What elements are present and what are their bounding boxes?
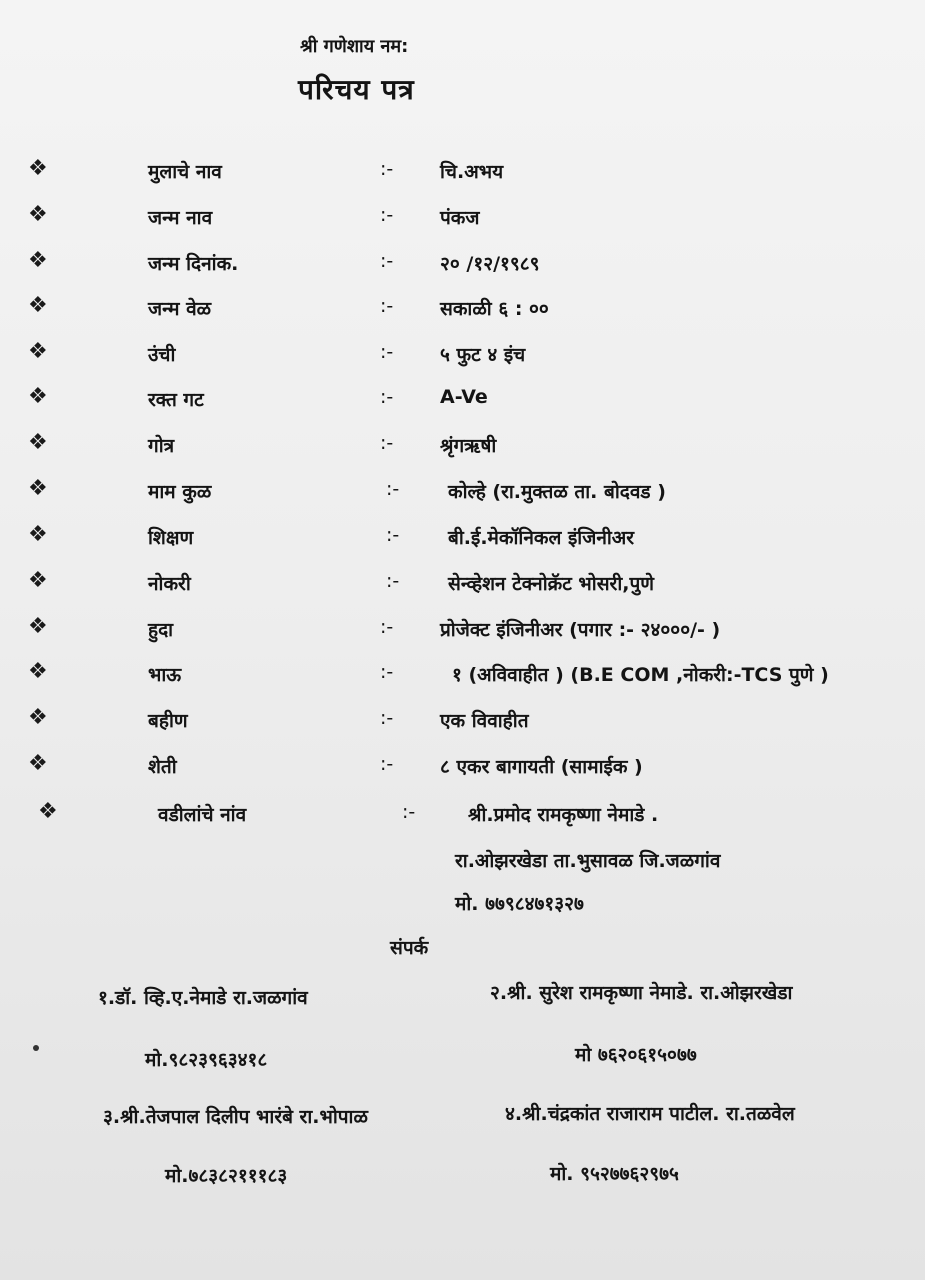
diamond-bullet-icon: ❖ bbox=[28, 705, 48, 730]
detail-separator: :- bbox=[380, 204, 394, 226]
contact-4-phone: मो. ९५२७७६२९७५ bbox=[550, 1163, 679, 1185]
detail-separator: :- bbox=[386, 478, 400, 500]
paper-speck bbox=[33, 1045, 39, 1051]
detail-separator: :- bbox=[380, 158, 394, 180]
diamond-bullet-icon: ❖ bbox=[28, 202, 48, 227]
detail-separator: :- bbox=[380, 707, 394, 729]
detail-row bbox=[0, 478, 925, 508]
detail-label: बहीण bbox=[148, 710, 188, 732]
detail-row bbox=[0, 616, 925, 646]
father-address: रा.ओझरखेडा ता.भुसावळ जि.जळगांव bbox=[455, 850, 721, 872]
diamond-bullet-icon: ❖ bbox=[28, 293, 48, 318]
detail-row bbox=[0, 707, 925, 737]
detail-value: चि.अभय bbox=[440, 161, 504, 183]
detail-label: माम कुळ bbox=[148, 481, 212, 503]
detail-label: हुदा bbox=[148, 619, 174, 641]
detail-row bbox=[0, 753, 925, 783]
detail-value: श्रृंगऋषी bbox=[440, 435, 497, 457]
page-title: परिचय पत्र bbox=[298, 73, 415, 106]
detail-label: वडीलांचे नांव bbox=[158, 804, 247, 826]
detail-separator: :- bbox=[380, 432, 394, 454]
contact-3-name: ३.श्री.तेजपाल दिलीप भारंबे रा.भोपाळ bbox=[103, 1106, 368, 1128]
detail-row bbox=[0, 524, 925, 554]
diamond-bullet-icon: ❖ bbox=[38, 799, 58, 824]
detail-value: एक विवाहीत bbox=[440, 710, 529, 732]
detail-value: ८ एकर बागायती (सामाईक ) bbox=[440, 756, 643, 778]
diamond-bullet-icon: ❖ bbox=[28, 614, 48, 639]
detail-row bbox=[0, 204, 925, 234]
detail-label: मुलाचे नाव bbox=[148, 161, 222, 183]
detail-row bbox=[0, 801, 925, 831]
detail-row bbox=[0, 158, 925, 188]
diamond-bullet-icon: ❖ bbox=[28, 751, 48, 776]
detail-separator: :- bbox=[386, 524, 400, 546]
blessing-line: श्री गणेशाय नम: bbox=[300, 36, 409, 57]
detail-label: जन्म दिनांक. bbox=[148, 253, 239, 275]
detail-separator: :- bbox=[380, 753, 394, 775]
detail-row bbox=[0, 295, 925, 325]
detail-value: ५ फुट ४ इंच bbox=[440, 344, 526, 366]
detail-label: जन्म नाव bbox=[148, 207, 213, 229]
detail-row bbox=[0, 386, 925, 416]
detail-label: जन्म वेळ bbox=[148, 298, 212, 320]
detail-separator: :- bbox=[380, 341, 394, 363]
detail-value: १ (अविवाहीत ) (B.E COM ,नोकरी:-TCS पुणे ) bbox=[452, 664, 829, 686]
detail-separator: :- bbox=[380, 250, 394, 272]
detail-label: रक्त गट bbox=[148, 389, 204, 411]
father-phone: मो. ७७९८४७१३२७ bbox=[455, 893, 584, 915]
detail-label: उंची bbox=[148, 344, 176, 366]
detail-separator: :- bbox=[380, 661, 394, 683]
detail-row bbox=[0, 341, 925, 371]
detail-value: सेन्व्हेशन टेक्नोक्रॅट भोसरी,पुणे bbox=[448, 573, 654, 595]
detail-label: नोकरी bbox=[148, 573, 191, 595]
detail-row bbox=[0, 432, 925, 462]
contact-1-phone: मो.९८२३९६३४१८ bbox=[145, 1049, 268, 1071]
detail-separator: :- bbox=[380, 295, 394, 317]
detail-row bbox=[0, 570, 925, 600]
detail-separator: :- bbox=[380, 616, 394, 638]
detail-value: बी.ई.मेकॉनिकल इंजिनीअर bbox=[448, 527, 635, 549]
diamond-bullet-icon: ❖ bbox=[28, 476, 48, 501]
contact-1-name: १.डॉ. व्हि.ए.नेमाडे रा.जळगांव bbox=[98, 987, 308, 1009]
detail-value: A-Ve bbox=[440, 386, 488, 408]
detail-value: प्रोजेक्ट इंजिनीअर (पगार :- २४०००/- ) bbox=[440, 619, 721, 641]
detail-value: श्री.प्रमोद रामकृष्णा नेमाडे . bbox=[468, 804, 659, 826]
contact-heading: संपर्क bbox=[390, 937, 429, 959]
diamond-bullet-icon: ❖ bbox=[28, 522, 48, 547]
detail-separator: :- bbox=[386, 570, 400, 592]
contact-2-name: २.श्री. सुरेश रामकृष्णा नेमाडे. रा.ओझरखेडा bbox=[490, 982, 793, 1004]
diamond-bullet-icon: ❖ bbox=[28, 659, 48, 684]
detail-row bbox=[0, 250, 925, 280]
diamond-bullet-icon: ❖ bbox=[28, 568, 48, 593]
contact-2-phone: मो ७६२०६१५०७७ bbox=[575, 1044, 697, 1066]
diamond-bullet-icon: ❖ bbox=[28, 156, 48, 181]
detail-row bbox=[0, 661, 925, 691]
diamond-bullet-icon: ❖ bbox=[28, 339, 48, 364]
detail-value: पंकज bbox=[440, 207, 480, 229]
diamond-bullet-icon: ❖ bbox=[28, 248, 48, 273]
contact-3-phone: मो.७८३८२१११८३ bbox=[165, 1165, 288, 1187]
detail-value: २० /१२/१९८९ bbox=[440, 253, 540, 275]
contact-4-name: ४.श्री.चंद्रकांत राजाराम पाटील. रा.तळवेल bbox=[505, 1103, 795, 1125]
detail-label: गोत्र bbox=[148, 435, 175, 457]
detail-value: सकाळी ६ : ०० bbox=[440, 298, 549, 320]
detail-label: भाऊ bbox=[148, 664, 182, 686]
detail-separator: :- bbox=[402, 801, 416, 823]
detail-label: शिक्षण bbox=[148, 527, 194, 549]
detail-label: शेती bbox=[148, 756, 177, 778]
detail-separator: :- bbox=[380, 386, 394, 408]
detail-value: कोल्हे (रा.मुक्तळ ता. बोदवड ) bbox=[448, 481, 666, 503]
diamond-bullet-icon: ❖ bbox=[28, 430, 48, 455]
diamond-bullet-icon: ❖ bbox=[28, 384, 48, 409]
